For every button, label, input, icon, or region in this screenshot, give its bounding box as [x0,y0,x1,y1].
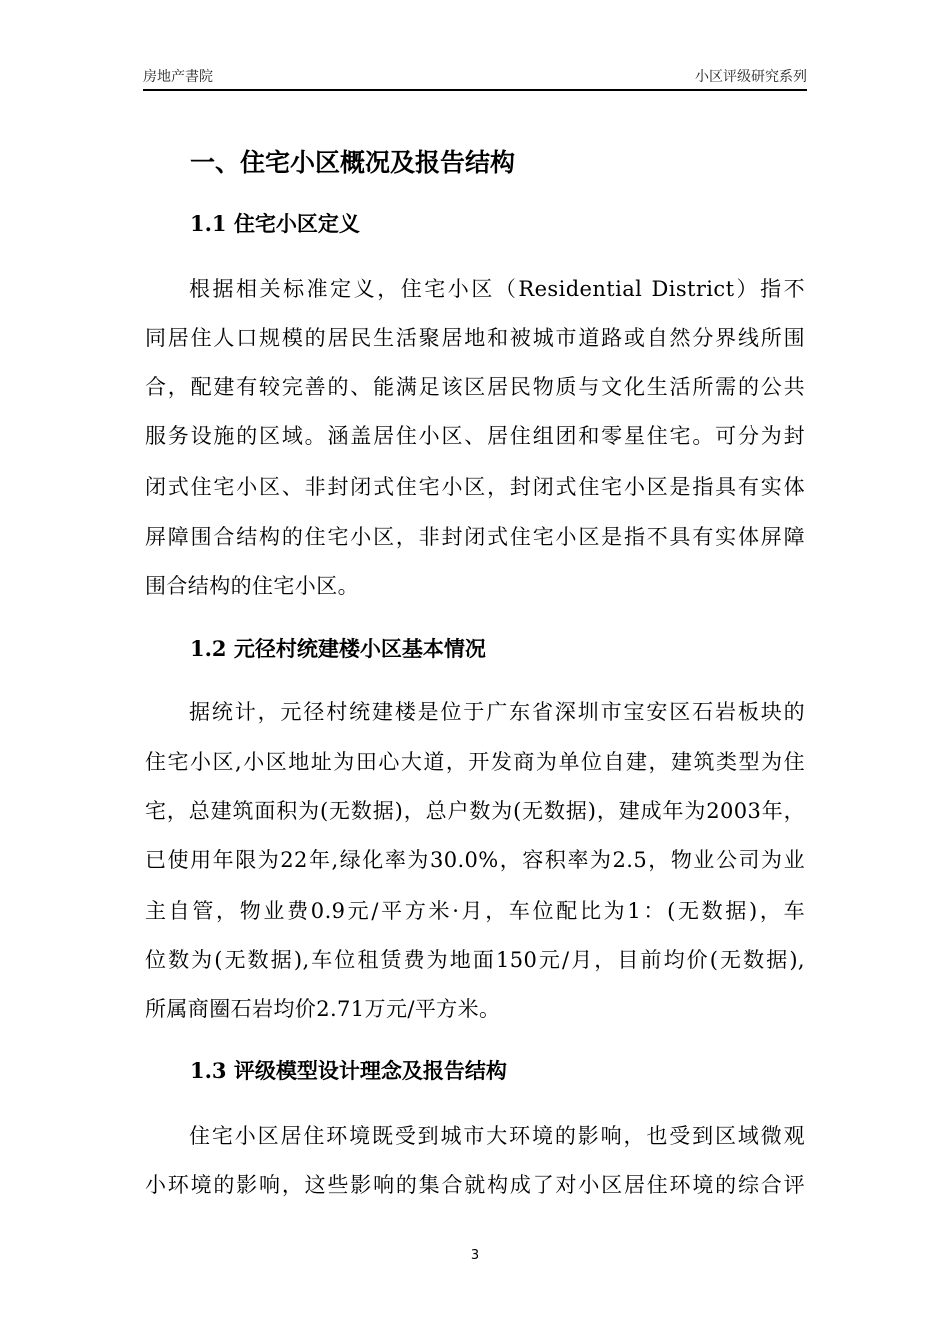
header-left: 房地产書院 [143,69,213,85]
paragraph-line: 围合结构的住宅小区。 [145,574,359,598]
paragraph-line: 所属商圈石岩均价2.71万元/平方米。 [145,997,501,1021]
paragraph-line: 已使用年限为22年,绿化率为30.0%，容积率为2.5，物业公司为业 [145,848,805,872]
paragraph-line: 屏障围合结构的住宅小区，非封闭式住宅小区是指不具有实体屏障 [145,525,805,549]
paragraph-line: 服务设施的区域。涵盖居住小区、居住组团和零星住宅。可分为封 [145,424,805,448]
paragraph-line: 住宅小区居住环境既受到城市大环境的影响，也受到区域微观 [189,1124,805,1148]
chapter-title: 一、住宅小区概况及报告结构 [190,148,516,177]
paragraph-line: 宅，总建筑面积为(无数据)，总户数为(无数据)，建成年为2003年， [145,799,805,823]
paragraph-line: 位数为(无数据),车位租赁费为地面150元/月，目前均价(无数据), [145,948,805,972]
section-heading-1-3: 1.3 评级模型设计理念及报告结构 [190,1058,507,1083]
paragraph-line: 闭式住宅小区、非封闭式住宅小区，封闭式住宅小区是指具有实体 [145,475,805,499]
paragraph-line: 据统计，元径村统建楼是位于广东省深圳市宝安区石岩板块的 [189,700,805,724]
section-heading-1-1: 1.1 住宅小区定义 [190,211,360,236]
paragraph-line: 小环境的影响，这些影响的集合就构成了对小区居住环境的综合评 [145,1173,805,1197]
section-heading-1-2: 1.2 元径村统建楼小区基本情况 [190,636,486,661]
page-number: 3 [470,1248,480,1263]
paragraph-line: 同居住人口规模的居民生活聚居地和被城市道路或自然分界线所围 [145,326,805,350]
paragraph-line: 主自管，物业费0.9元/平方米·月，车位配比为1：(无数据)，车 [145,899,805,923]
header-right: 小区评级研究系列 [695,69,807,85]
header-rule [143,89,807,91]
paragraph-line: 合，配建有较完善的、能满足该区居民物质与文化生活所需的公共 [145,375,805,399]
paragraph-line: 住宅小区,小区地址为田心大道，开发商为单位自建，建筑类型为住 [145,750,805,774]
paragraph-line: 根据相关标准定义，住宅小区（Residential District）指不 [189,277,805,301]
